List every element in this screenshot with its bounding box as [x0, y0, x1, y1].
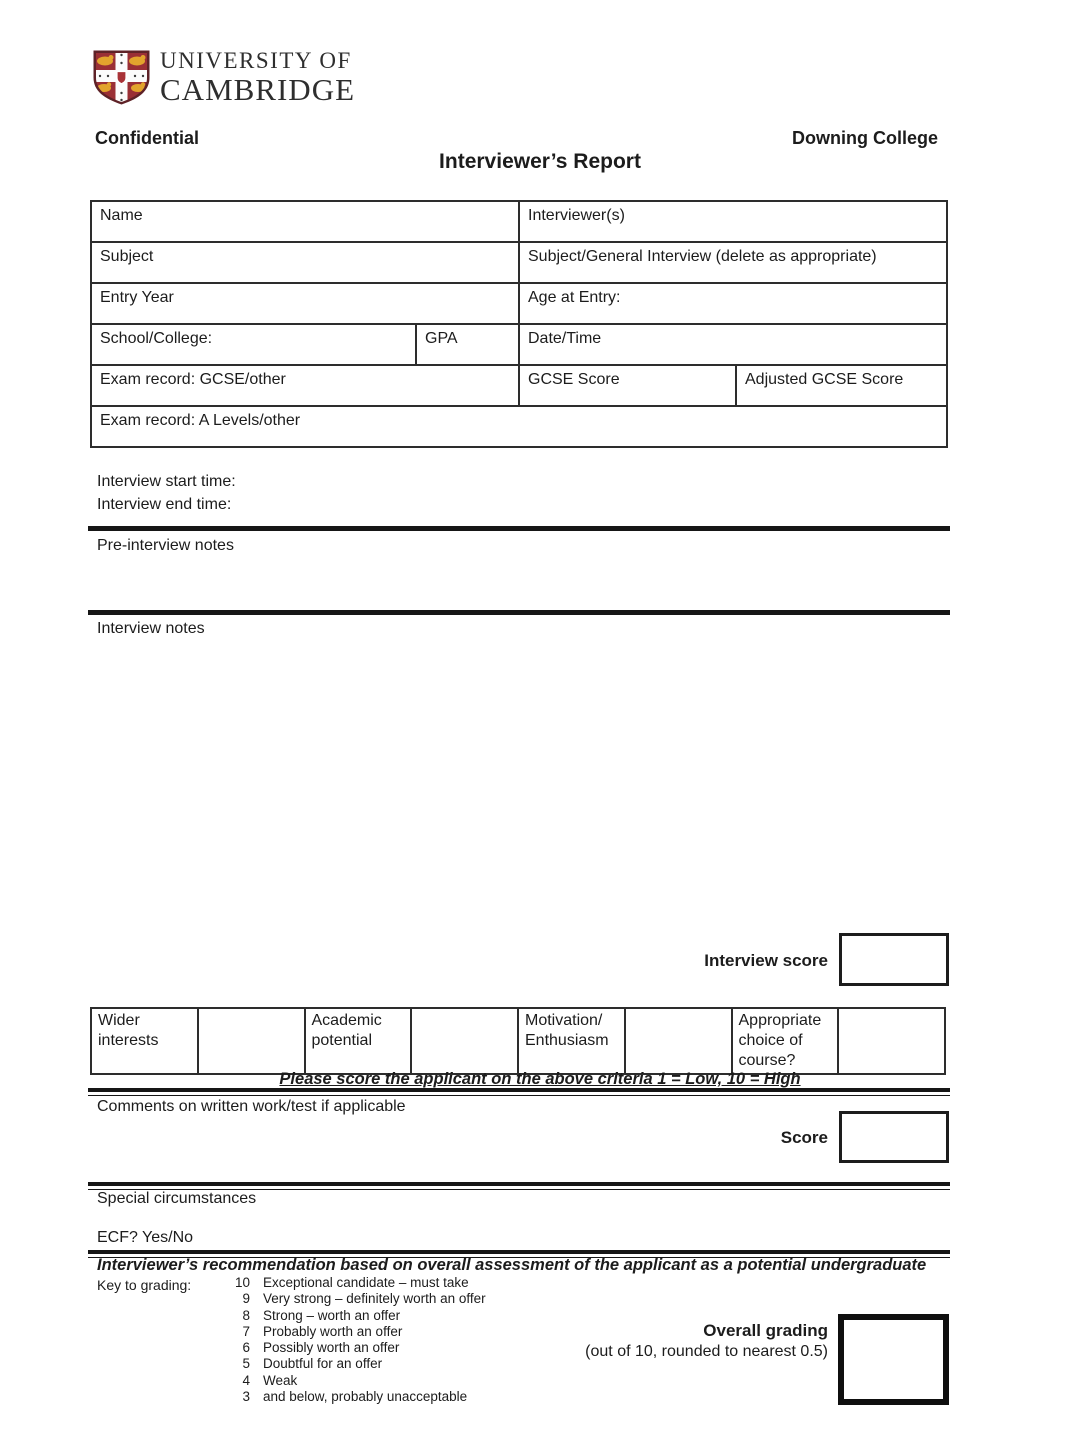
field-subject[interactable]: Subject	[91, 242, 519, 283]
written-work-score-label: Score	[780, 1128, 828, 1147]
overall-grading-label: Overall grading	[703, 1321, 828, 1340]
divider	[88, 526, 950, 531]
recommendation-heading: Interviewer’s recommendation based on overall assessment of the applicant as a potential undergraduate	[97, 1256, 927, 1274]
interview-score-box[interactable]	[839, 933, 949, 986]
divider	[88, 1088, 950, 1096]
table-row	[91, 365, 947, 406]
interview-notes-area[interactable]	[88, 640, 950, 925]
interview-times	[97, 470, 236, 516]
interview-start-time-label[interactable]: Interview start time:	[97, 473, 236, 490]
criteria-label-wider-interests: Wider interests	[91, 1008, 198, 1074]
list-item	[228, 1308, 486, 1324]
table-row	[91, 283, 947, 324]
field-subject-general-interview[interactable]: Subject/General Interview (delete as appropriate)	[519, 242, 947, 283]
divider	[88, 1182, 950, 1190]
table-row	[91, 201, 947, 242]
pre-interview-notes-area[interactable]	[88, 556, 950, 606]
list-item	[228, 1373, 486, 1389]
scoring-instruction: Please score the applicant on the above criteria 1 = Low, 10 = High	[279, 1070, 801, 1088]
logo-line-university-of: UNIVERSITY OF	[160, 48, 352, 73]
grade-number: 7	[242, 1323, 250, 1339]
grade-number: 4	[242, 1372, 250, 1388]
ecf-label[interactable]: ECF? Yes/No	[97, 1229, 194, 1246]
list-item	[228, 1389, 486, 1405]
special-circumstances-label[interactable]: Special circumstances	[97, 1190, 257, 1207]
applicant-info-table	[90, 200, 948, 448]
list-item	[228, 1275, 486, 1291]
divider	[88, 610, 950, 615]
list-item	[228, 1340, 486, 1356]
interview-end-time-label[interactable]: Interview end time:	[97, 496, 232, 513]
grade-description: Strong – worth an offer	[263, 1307, 401, 1323]
confidential-label: Confidential	[95, 128, 199, 148]
field-exam-record-gcse[interactable]: Exam record: GCSE/other	[91, 365, 519, 406]
field-gpa[interactable]: GPA	[416, 324, 519, 365]
grade-number: 8	[242, 1307, 250, 1323]
grade-description: Exceptional candidate – must take	[263, 1275, 469, 1290]
criteria-score-cell-motivation-enthusiasm[interactable]	[625, 1008, 732, 1074]
criteria-label-academic-potential: Academic potential	[305, 1008, 412, 1074]
field-gcse-score[interactable]: GCSE Score	[519, 365, 736, 406]
overall-grading-box[interactable]	[838, 1314, 949, 1405]
grade-description: Weak	[263, 1372, 298, 1388]
list-item	[228, 1356, 486, 1372]
grade-description: Possibly worth an offer	[263, 1340, 400, 1356]
field-adjusted-gcse-score[interactable]: Adjusted GCSE Score	[736, 365, 947, 406]
college-name: Downing College	[792, 128, 938, 148]
criteria-label-motivation-enthusiasm: Motivation/ Enthusiasm	[518, 1008, 625, 1074]
overall-grading-note: (out of 10, rounded to nearest 0.5)	[585, 1343, 828, 1360]
grade-number: 3	[242, 1389, 250, 1405]
university-logo	[92, 49, 355, 106]
overall-grading-labels	[468, 1320, 828, 1362]
table-row	[91, 324, 947, 365]
list-item	[228, 1291, 486, 1307]
field-age-at-entry[interactable]: Age at Entry:	[519, 283, 947, 324]
grade-description: Doubtful for an offer	[263, 1356, 383, 1372]
interview-notes-label: Interview notes	[97, 620, 205, 637]
grade-description: Probably worth an offer	[263, 1323, 403, 1339]
criteria-score-cell-academic-potential[interactable]	[411, 1008, 518, 1074]
written-work-comments-label: Comments on written work/test if applicable	[97, 1098, 406, 1115]
criteria-score-cell-appropriate-choice[interactable]	[838, 1008, 945, 1074]
grade-description: and below, probably unacceptable	[263, 1389, 468, 1405]
key-to-grading-label: Key to grading:	[97, 1277, 192, 1293]
cambridge-shield-icon	[92, 49, 151, 106]
criteria-score-cell-wider-interests[interactable]	[198, 1008, 305, 1074]
field-school-college[interactable]: School/College:	[91, 324, 416, 365]
grade-number: 5	[242, 1356, 250, 1372]
table-row	[91, 1008, 945, 1074]
grading-key-list	[228, 1275, 486, 1405]
page-title: Interviewer’s Report	[439, 150, 641, 173]
table-row	[91, 242, 947, 283]
logo-line-cambridge: CAMBRIDGE	[160, 72, 356, 108]
list-item	[228, 1324, 486, 1340]
university-logo-text	[160, 48, 356, 108]
pre-interview-notes-label: Pre-interview notes	[97, 537, 234, 554]
table-row	[91, 406, 947, 447]
interview-score-label: Interview score	[704, 951, 828, 970]
grade-number: 9	[242, 1291, 250, 1307]
field-exam-record-a-levels[interactable]: Exam record: A Levels/other	[91, 406, 947, 447]
field-entry-year[interactable]: Entry Year	[91, 283, 519, 324]
grade-description: Very strong – definitely worth an offer	[263, 1291, 486, 1307]
grade-number: 10	[234, 1275, 250, 1290]
grade-number: 6	[242, 1340, 250, 1356]
field-interviewers[interactable]: Interviewer(s)	[519, 201, 947, 242]
written-work-score-box[interactable]	[839, 1111, 949, 1163]
written-work-comments-area[interactable]	[88, 1118, 818, 1178]
criteria-label-appropriate-choice: Appropriate choice of course?	[732, 1008, 839, 1074]
field-name[interactable]: Name	[91, 201, 519, 242]
criteria-table	[90, 1007, 946, 1075]
field-date-time[interactable]: Date/Time	[519, 324, 947, 365]
